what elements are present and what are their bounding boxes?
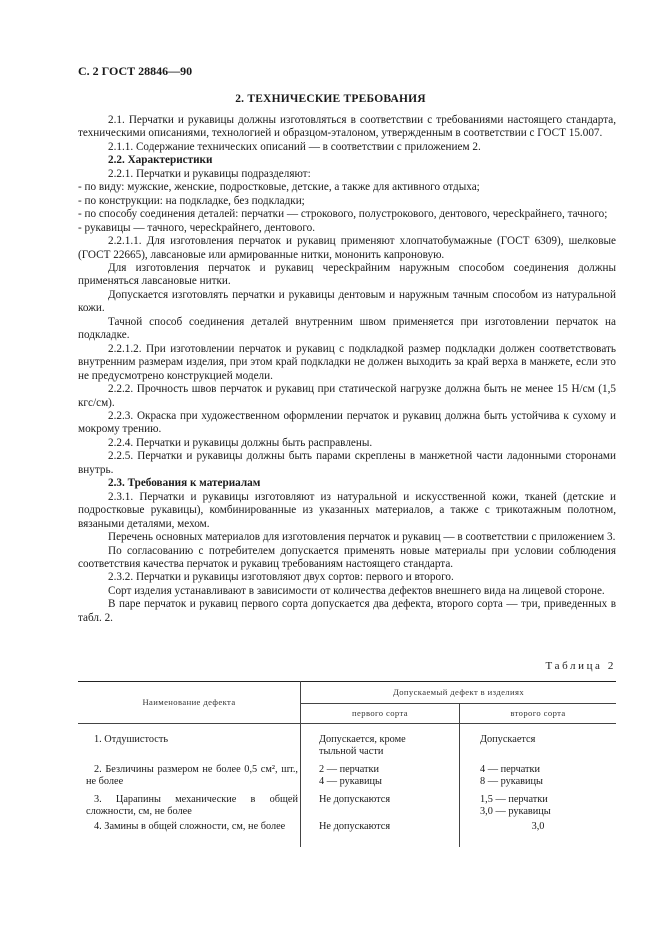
second-grade-value: 4 — перчатки 8 — рукавицы bbox=[460, 764, 617, 794]
page-header: С. 2 ГОСТ 28846—90 bbox=[78, 64, 193, 78]
paragraph: 2.2.5. Перчатки и рукавицы должны быть парами скреплены в манжетной части ладонными сторонами внутрь. bbox=[78, 450, 616, 476]
table-row bbox=[78, 734, 616, 764]
list-item: - по конструкции: на подкладке, без подкладки; bbox=[78, 194, 305, 207]
first-grade-value: 2 — перчатки 4 — рукавицы bbox=[301, 764, 460, 794]
paragraph: 2.3.1. Перчатки и рукавицы изготовляют из натуральной и искусственной кожи, тканей (детские и подростковые рукавицы), комбинированные из указанных материалов, а также с трикотажным полотном, вязаными деталями, мехом. bbox=[78, 490, 616, 530]
section-title: 2. ТЕХНИЧЕСКИЕ ТРЕБОВАНИЯ bbox=[235, 93, 426, 105]
paragraph: Тачной способ соединения деталей внутренним швом применяется при изготовлении перчаток на подкладке. bbox=[78, 315, 616, 342]
first-grade-value: Допускается, кроме тыльной части bbox=[301, 734, 460, 764]
first-grade-value: Не допускаются bbox=[301, 821, 460, 847]
paragraph: 2.3.2. Перчатки и рукавицы изготовляют двух сортов: первого и второго. bbox=[108, 571, 454, 584]
paragraph: 2.2.4. Перчатки и рукавицы должны быть расправлены. bbox=[108, 436, 373, 449]
subsection-heading: 2.3. Требования к материалам bbox=[108, 477, 261, 490]
column-header-group: Допускаемый дефект в изделиях bbox=[301, 682, 617, 704]
second-grade-value: Допускается bbox=[460, 734, 617, 764]
column-header-first-grade: первого сорта bbox=[301, 704, 460, 724]
paragraph: 2.1. Перчатки и рукавицы должны изготовляться в соответствии с требованиями настоящего стандарта, техническими описаниями, технологией и образцом-эталоном, утвержденным в соответствии с ГОСТ 15.007. bbox=[78, 114, 616, 140]
body-text bbox=[78, 114, 616, 625]
defect-name: 4. Замины в общей сложности, см, не более bbox=[94, 821, 286, 832]
second-grade-value: 3,0 bbox=[460, 821, 617, 847]
table-row bbox=[78, 764, 616, 794]
paragraph: 2.2.1. Перчатки и рукавицы подразделяют: bbox=[108, 167, 311, 180]
list-item: - по способу соединения деталей: перчатки — строкового, полустрокового, дентового, чересkрайнего, тачного; bbox=[78, 208, 608, 221]
list-item: - по виду: мужские, женские, подростковые, детские, а также для активного отдыха; bbox=[78, 181, 480, 194]
paragraph: 2.2.1.1. Для изготовления перчаток и рукавиц применяют хлопчатобумажные (ГОСТ 6309), шелковые (ГОСТ 22665), лавсановые или армированные нитки, мононить капроновую. bbox=[78, 235, 616, 261]
table-row bbox=[78, 794, 616, 821]
subsection-heading: 2.2. Характеристики bbox=[108, 154, 213, 167]
table-row bbox=[78, 821, 616, 847]
paragraph: Перечень основных материалов для изготовления перчаток и рукавиц — в соответствии с приложением 3. bbox=[108, 531, 616, 544]
second-grade-value: 1,5 — перчатки 3,0 — рукавицы bbox=[460, 794, 617, 821]
paragraph: В паре перчаток и рукавиц первого сорта допускается два дефекта, второго сорта — три, приведенных в табл. 2. bbox=[78, 598, 616, 624]
paragraph: 2.2.1.2. При изготовлении перчаток и рукавиц с подкладкой размер подкладки должен соответствовать внутренним размерам изделия, при этом край подкладки не должен выходить за край верха в манжете, если это не предусмотрено конструкцией модели. bbox=[78, 342, 616, 382]
paragraph: 2.1.1. Содержание технических описаний — в соответствии с приложением 2. bbox=[108, 140, 481, 153]
column-header-defect-name: Наименование дефекта bbox=[78, 682, 301, 724]
paragraph: 2.2.3. Окраска при художественном оформлении перчаток и рукавиц должна быть устойчива к сухому и мокрому трению. bbox=[78, 409, 616, 436]
paragraph: 2.2.2. Прочность швов перчаток и рукавиц при статической нагрузке должна быть не менее 15 Н/см (1,5 кгс/см). bbox=[78, 383, 616, 409]
first-grade-value: Не допускаются bbox=[301, 794, 460, 821]
list-item: - рукавицы — тачного, чересkрайнего, дентового. bbox=[78, 221, 316, 234]
column-header-second-grade: второго сорта bbox=[460, 704, 617, 724]
paragraph: Для изготовления перчаток и рукавиц чересkрайним наружным способом соединения должны применяться лавсановые нитки. bbox=[78, 261, 616, 288]
table-caption: Таблица 2 bbox=[545, 660, 616, 672]
defects-table bbox=[78, 681, 616, 847]
defect-name: 2. Безличины размером не более 0,5 см², шт., не более bbox=[86, 764, 298, 787]
defect-name: 1. Отдушистость bbox=[94, 734, 169, 745]
paragraph: Сорт изделия устанавливают в зависимости от количества дефектов внешнего вида на лицевой стороне. bbox=[108, 584, 605, 597]
defect-name: 3. Царапины механические в общей сложности, см, не более bbox=[86, 794, 298, 817]
paragraph: Допускается изготовлять перчатки и рукавицы дентовым и наружным тачным способом из натуральной кожи. bbox=[78, 288, 616, 315]
paragraph: По согласованию с потребителем допускается применять новые материалы при условии соблюдения соответствия качества перчаток и рукавиц требованиям настоящего стандарта. bbox=[78, 544, 616, 570]
